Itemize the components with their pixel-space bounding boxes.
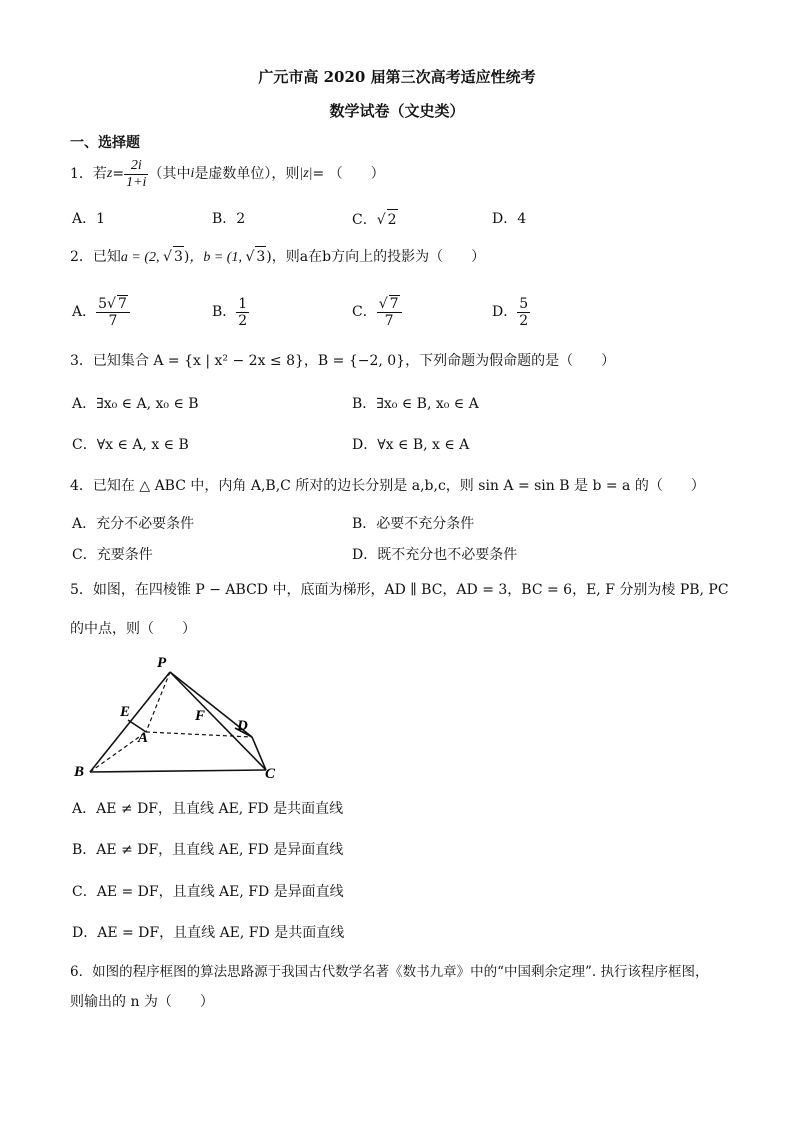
- q1-option-d: D．4: [492, 211, 527, 227]
- q2-option-d: [492, 292, 530, 332]
- question-3: 3．已知集合 A = {x | x² − 2x ≤ 8}，B = {−2, 0}，下列命题为假命题的是（ ）: [70, 353, 616, 369]
- exam-subtitle: 数学试卷（文史类）: [329, 102, 465, 120]
- q2-b-radicand: 3: [255, 246, 266, 267]
- q1-prefix: 1．若: [70, 166, 107, 182]
- q2-option-a-fraction: [96, 295, 130, 329]
- q3-option-b: B．∃x₀ ∈ B, x₀ ∈ A: [352, 396, 479, 412]
- question-6-line-1: 6．如图的程序框图的算法思路源于我国古代数学名著《数书九章》中的“中国剩余定理”. 执行该程序框图，: [70, 964, 709, 980]
- question-2: 2．已知a = (2, √ 3)，b = (1, √ 3)，则a在b方向上的投影为（ ）: [70, 246, 485, 268]
- q1-fraction-num: 2i: [124, 158, 148, 175]
- q1-option-b: B．2: [212, 211, 246, 227]
- q5-option-d: D．AE = DF，且直线 AE, FD 是共面直线: [72, 925, 345, 941]
- q2-tail: ，则a在b方向上的投影为（ ）: [271, 249, 486, 265]
- q2-option-a-num: 5√ 7: [96, 295, 130, 313]
- q2-b: ，b = (1,: [189, 250, 246, 265]
- q2-option-a-coef: 5: [98, 296, 108, 312]
- q1-mid2: 是虚数单位），则: [194, 166, 300, 182]
- q4-option-a: A．充分不必要条件: [72, 516, 195, 532]
- edge-bc: [90, 770, 266, 772]
- q2-b-close: ): [266, 249, 272, 265]
- q3-option-a: A．∃x₀ ∈ A, x₀ ∈ B: [72, 396, 199, 412]
- edge-dc: [252, 737, 266, 770]
- q2-option-c-radicand: 7: [389, 296, 399, 312]
- question-6-line-2: 则输出的 n 为（ ）: [70, 994, 214, 1010]
- edge-pc: [170, 672, 266, 770]
- q3-option-d: D．∀x ∈ B, x ∈ A: [352, 437, 470, 453]
- q4-option-d: D．既不充分也不必要条件: [352, 547, 518, 563]
- q2-option-b-fraction: [236, 296, 249, 329]
- q1-i: i: [190, 166, 195, 181]
- q2-option-a: [72, 292, 130, 332]
- q2-option-a-label: A．: [72, 304, 97, 320]
- q4-option-b: B．必要不充分条件: [352, 516, 475, 532]
- q3-option-c: C．∀x ∈ A, x ∈ B: [72, 437, 189, 453]
- label-d: D: [237, 718, 248, 734]
- q2-prefix: 2．已知: [70, 249, 121, 265]
- q1-z: z: [106, 166, 113, 181]
- q1-option-c-radicand: 2: [387, 209, 398, 230]
- q1-option-a: A．1: [72, 211, 106, 227]
- q1-option-c-label: C．: [352, 212, 377, 228]
- label-f: F: [195, 708, 206, 724]
- q1-fraction-den: 1+i: [126, 174, 147, 190]
- label-e: E: [120, 704, 131, 720]
- q2-option-c-num: √ 7: [377, 295, 402, 313]
- q2-option-c: [352, 292, 402, 332]
- q1-abs: |z|: [299, 166, 313, 181]
- question-5-line-1: 5．如图，在四棱锥 P − ABCD 中，底面为梯形，AD ∥ BC，AD = 3，BC = 6，E, F 分别为棱 PB, PC: [70, 582, 729, 598]
- q2-option-b: [212, 292, 249, 332]
- question-4: 4．已知在 △ ABC 中，内角 A,B,C 所对的边长分别是 a,b,c，则 sin A = sin B 是 b = a 的（ ）: [70, 478, 705, 494]
- q2-option-a-den: 7: [108, 313, 118, 329]
- q5-option-b: B．AE ≠ DF，且直线 AE, FD 是异面直线: [72, 842, 344, 858]
- label-b: B: [74, 764, 85, 780]
- q1-fraction: [124, 158, 148, 191]
- label-a: A: [138, 730, 149, 746]
- q2-option-c-den: 7: [384, 313, 394, 329]
- q2-a-radicand: 3: [173, 246, 184, 267]
- pyramid-figure: [70, 652, 285, 782]
- q2-a-close: ): [183, 249, 190, 265]
- q2-option-b-num: 1: [238, 295, 248, 312]
- q2-option-d-fraction: [517, 296, 530, 329]
- q2-option-c-fraction: [377, 295, 402, 329]
- label-p: P: [157, 655, 167, 671]
- q2-a: a = (2,: [120, 250, 164, 265]
- q4-option-c: C．充要条件: [72, 547, 153, 563]
- q2-option-d-label: D．: [492, 304, 518, 320]
- q1-eq: =: [112, 166, 125, 182]
- q2-option-d-num: 5: [519, 295, 529, 312]
- q2-option-d-den: 2: [519, 312, 529, 329]
- q2-option-b-den: 2: [238, 312, 248, 329]
- section-heading: 一、选择题: [70, 135, 140, 151]
- q1-option-c: C．√ 2: [352, 209, 398, 230]
- pyramid-diagram: [70, 652, 285, 782]
- edge-pa-hidden: [146, 672, 170, 732]
- q5-option-c: C．AE = DF，且直线 AE, FD 是异面直线: [72, 884, 344, 900]
- q5-option-a: A．AE ≠ DF，且直线 AE, FD 是共面直线: [72, 801, 344, 817]
- question-1: [70, 156, 385, 192]
- exam-title: 广元市高 2020 届第三次高考适应性统考: [258, 68, 536, 86]
- question-5-line-2: 的中点，则（ ）: [70, 621, 196, 637]
- q2-option-a-radicand: 7: [117, 296, 127, 312]
- q1-mid: （其中: [148, 166, 191, 182]
- q1-tail: = （ ）: [312, 166, 385, 182]
- q2-option-c-label: C．: [352, 304, 377, 320]
- q2-option-b-label: B．: [212, 304, 237, 320]
- label-c: C: [265, 766, 276, 782]
